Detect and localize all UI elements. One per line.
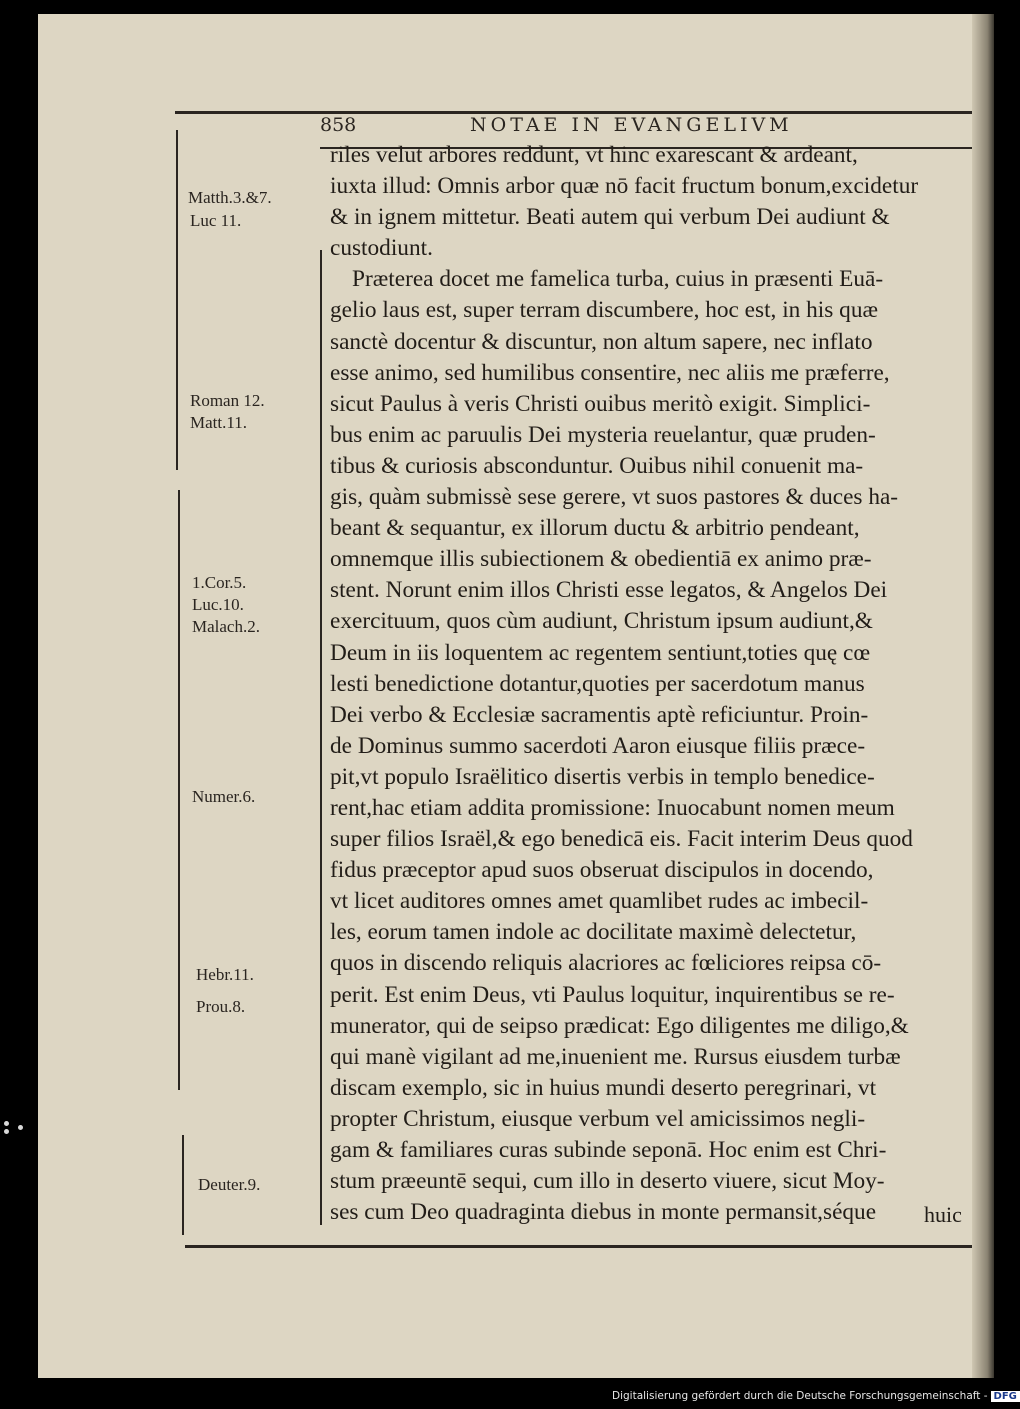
text-line: vt licet auditores omnes amet quamlibet rudes ac imbecil-: [330, 888, 869, 915]
text-line: gelio laus est, super terram discumbere, hoc est, in his quæ: [330, 297, 879, 324]
digitization-credit: [612, 1390, 1020, 1402]
text-line: tibus & curiosis absconduntur. Ouibus nihil conuenit ma-: [330, 452, 864, 479]
margin-rule: [182, 1135, 184, 1235]
text-line: les, eorum tamen indole ac docilitate maximè delectetur,: [330, 919, 857, 946]
scan-dot: [4, 1121, 9, 1126]
text-line: ses cum Deo quadraginta diebus in monte permansit,séque: [330, 1199, 877, 1226]
margin-note: Luc 11.: [190, 211, 242, 230]
credit-text: Digitalisierung gefördert durch die Deutsche Forschungsgemeinschaft -: [612, 1390, 988, 1402]
text-line: & in ignem mittetur. Beati autem qui verbum Dei audiunt &: [330, 204, 890, 231]
text-line: Dei verbo & Ecclesiæ sacramentis aptè reficiuntur. Proin-: [330, 701, 869, 728]
text-line: quos in discendo reliquis alacriores ac fœliciores reipsa cō-: [330, 950, 882, 977]
margin-rule: [178, 490, 180, 1090]
text-line: esse animo, sed humilibus consentire, nec aliis me præferre,: [330, 359, 890, 386]
text-line: Præterea docet me famelica turba, cuius in præsenti Euā-: [352, 266, 884, 293]
text-line: stum præeuntē sequi, cum illo in deserto viuere, sicut Moy-: [330, 1168, 885, 1195]
margin-note: Prou.8.: [196, 997, 246, 1016]
text-line: bus enim ac paruulis Dei mysteria reuelantur, quæ pruden-: [330, 421, 876, 448]
text-line: lesti benedictione dotantur,quoties per sacerdotum manus: [330, 670, 865, 697]
text-line: exercituum, quos cùm audiunt, Christum ipsum audiunt,&: [330, 608, 873, 635]
text-line: stent. Norunt enim illos Christi esse legatos, & Angelos Dei: [330, 577, 888, 604]
text-line: riles velut arbores reddunt, vt hinc exarescant & ardeant,: [330, 142, 858, 168]
text-line: de Dominus summo sacerdoti Aaron eiusque filiis præce-: [330, 732, 866, 759]
margin-note: Roman 12.: [190, 391, 265, 410]
text-line: gam & familiares curas subinde seponā. Hoc enim est Chri-: [330, 1137, 887, 1163]
text-line: gis, quàm submissè sese gerere, vt suos pastores & duces ha-: [330, 484, 899, 511]
margin-note: Hebr.11.: [196, 965, 254, 984]
margin-note: Matt.11.: [190, 413, 247, 432]
text-column-rule: [320, 250, 322, 1225]
text-line: pit,vt populo Israëlitico disertis verbis in templo benedice-: [330, 763, 875, 790]
text-line: beant & sequantur, ex illorum ductu & arbitrio pendeant,: [330, 515, 860, 542]
margin-note: 1.Cor.5.: [192, 573, 247, 592]
bottom-rule: [185, 1245, 972, 1248]
margin-rule: [176, 130, 178, 470]
running-title: NOTAE IN EVANGELIVM: [470, 114, 793, 136]
page-edge: [972, 14, 994, 1378]
text-line: omnemque illis subiectionem & obedientiā ex animo præ-: [330, 546, 872, 573]
text-line: Deum in iis loquentem ac regentem sentiunt,toties quę cœ: [330, 639, 871, 666]
dfg-logo: DFG: [991, 1391, 1020, 1402]
text-line: iuxta illud: Omnis arbor quæ nō facit fructum bonum,excidetur: [330, 173, 919, 200]
text-line: sanctè docentur & discuntur, non altum sapere, nec inflato: [330, 328, 873, 355]
page-number: 858: [320, 114, 357, 136]
scan-dot: [18, 1125, 23, 1130]
margin-note: Matth.3.&7.: [188, 188, 272, 207]
scan-dot: [4, 1129, 9, 1134]
margin-note: Malach.2.: [192, 617, 260, 636]
text-line: perit. Est enim Deus, vti Paulus loquitur, inquirentibus se re-: [330, 981, 895, 1008]
text-line: munerator, qui de seipso prædicat: Ego diligentes me diligo,&: [330, 1012, 909, 1039]
text-line: fidus præceptor apud suos obseruat discipulos in docendo,: [330, 857, 874, 884]
text-line: sicut Paulus à veris Christi ouibus meritò exigit. Simplici-: [330, 390, 871, 417]
text-line: discam exemplo, sic in huius mundi deserto peregrinari, vt: [330, 1074, 877, 1101]
margin-note: Deuter.9.: [198, 1175, 261, 1194]
text-line: rent,hac etiam addita promissione: Inuocabunt nomen meum: [330, 794, 895, 821]
text-line: propter Christum, eiusque verbum vel amicissimos negli-: [330, 1105, 866, 1132]
body-text: [330, 140, 975, 1228]
margin-note: Luc.10.: [192, 595, 244, 614]
text-line: qui manè vigilant ad me,inuenient me. Rursus eiusdem turbæ: [330, 1043, 901, 1070]
catchword: huic: [924, 1202, 962, 1227]
text-line: super filios Israël,& ego benedicā eis. Facit interim Deus quod: [330, 826, 913, 853]
margin-note: Numer.6.: [192, 787, 256, 806]
text-line: custodiunt.: [330, 235, 433, 262]
